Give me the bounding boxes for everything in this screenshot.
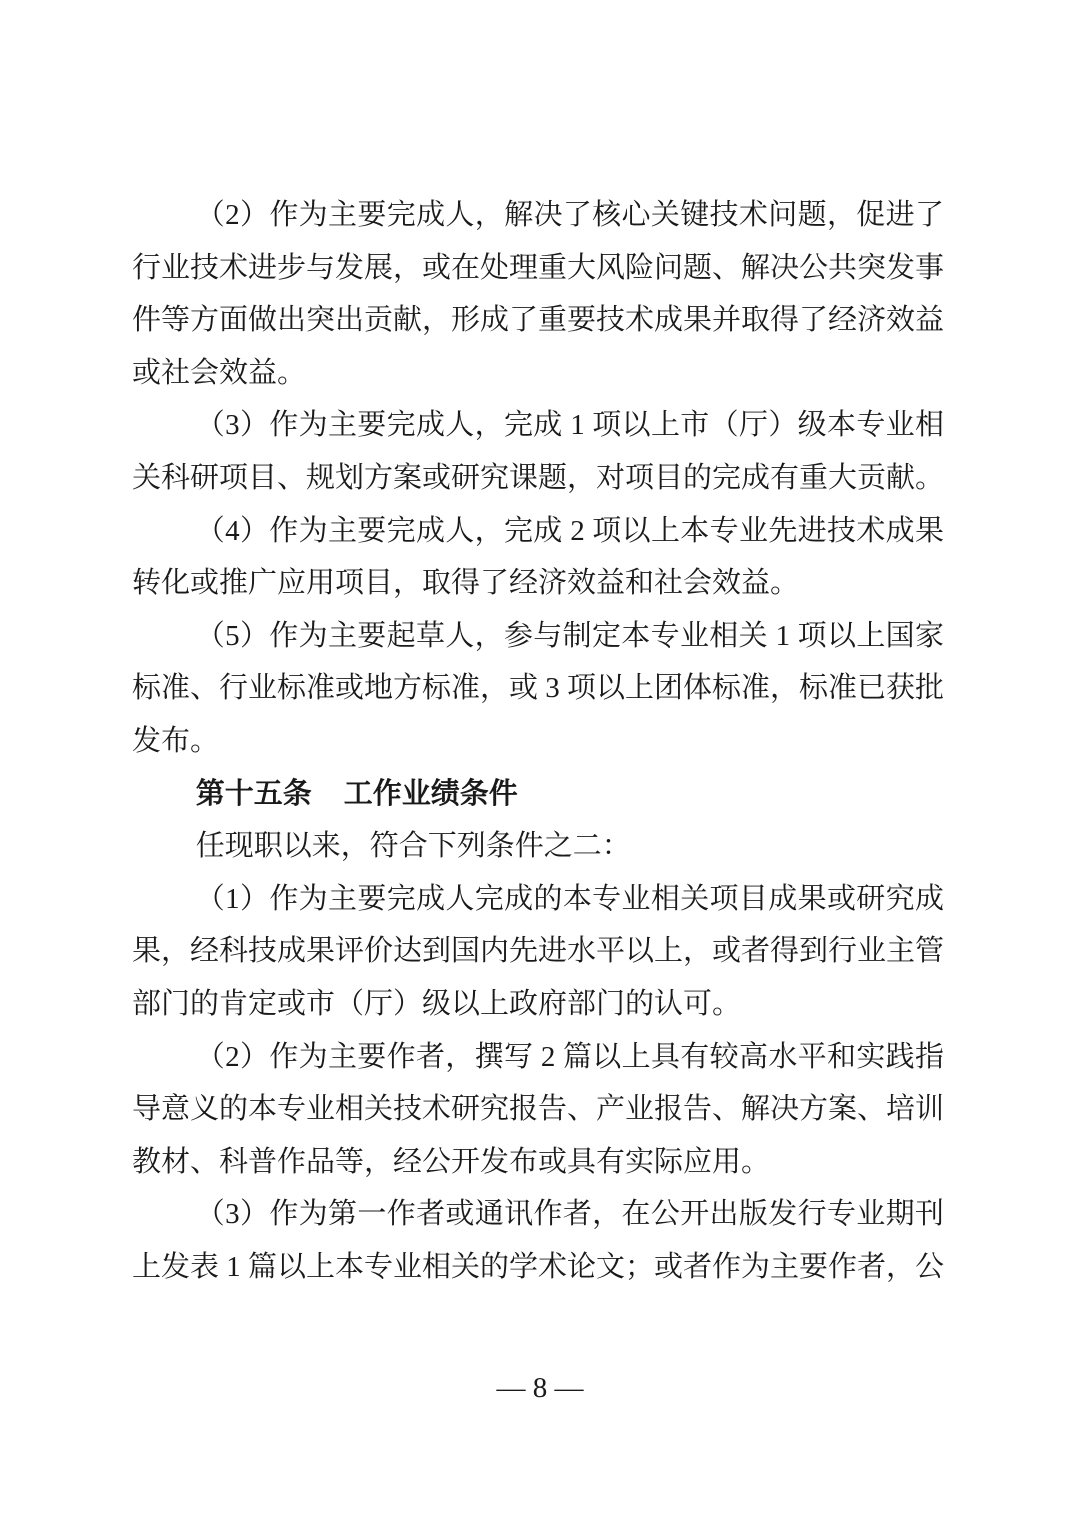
page-footer bbox=[0, 1368, 1080, 1408]
section-number: 第十五条 bbox=[195, 777, 312, 810]
paragraph-item-2: （2）作为主要完成人，解决了核心关键技术问题，促进了行业技术进步与发展，或在处理重大风险问题、解决公共突发事件等方面做出突出贡献，形成了重要技术成果并取得了经济效益或社会效益。 bbox=[132, 199, 945, 389]
document-body bbox=[132, 189, 944, 1293]
section-heading-article-15 bbox=[132, 768, 944, 821]
paragraph-item-5: （5）作为主要起草人，参与制定本专业相关 1 项以上国家标准、行业标准或地方标准，或 3 项以上团体标准，标准已获批发布。 bbox=[132, 619, 945, 757]
paragraph-condition-3: （3）作为第一作者或通讯作者，在公开出版发行专业期刊上发表 1 篇以上本专业相关的学术论文；或者作为主要作者，公 bbox=[132, 1198, 945, 1283]
paragraph-condition-1: （1）作为主要完成人完成的本专业相关项目成果或研究成果，经科技成果评价达到国内先进水平以上，或者得到行业主管部门的肯定或市（厅）级以上政府部门的认可。 bbox=[132, 882, 945, 1020]
paragraph-intro-conditions: 任现职以来，符合下列条件之二： bbox=[195, 830, 631, 863]
section-title: 工作业绩条件 bbox=[343, 777, 518, 810]
paragraph-condition-2: （2）作为主要作者，撰写 2 篇以上具有较高水平和实践指导意义的本专业相关技术研究报告、产业报告、解决方案、培训教材、科普作品等，经公开发布或具有实际应用。 bbox=[132, 1040, 945, 1178]
paragraph-item-3: （3）作为主要完成人，完成 1 项以上市（厅）级本专业相关科研项目、规划方案或研究课题，对项目的完成有重大贡献。 bbox=[132, 409, 945, 494]
paragraph-item-4: （4）作为主要完成人，完成 2 项以上本专业先进技术成果转化或推广应用项目，取得了经济效益和社会效益。 bbox=[132, 514, 944, 600]
page-number: — 8 — bbox=[496, 1372, 584, 1404]
